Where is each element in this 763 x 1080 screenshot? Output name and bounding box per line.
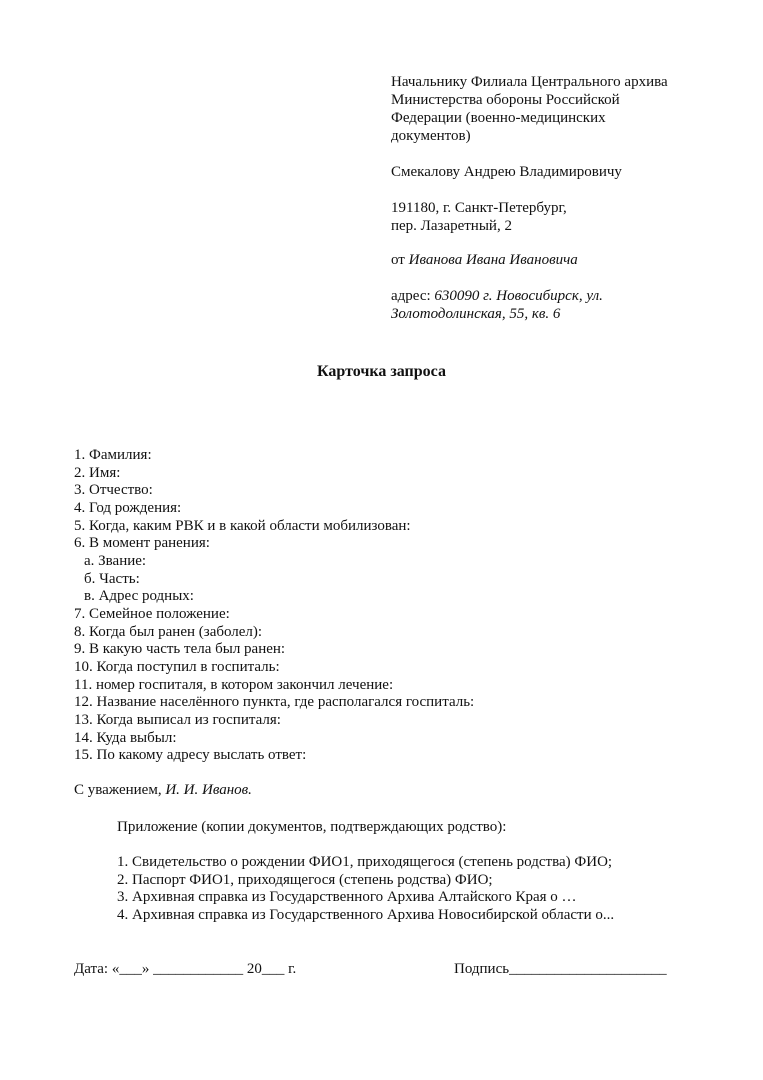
attachment-item-3: 3. Архивная справка из Государственного Архива Алтайского Края о … [117,889,577,905]
sender-address-line-1 [391,287,603,305]
closing-prefix: С уважением, [74,782,166,798]
addressee-line-2: Министерства обороны Российской [391,92,620,108]
closing-line [74,781,252,799]
addressee-address-line-2: пер. Лазаретный, 2 [391,218,512,234]
closing-signature-name: И. И. Иванов. [165,782,252,798]
field-5: 5. Когда, каким РВК и в какой области мобилизован: [74,518,411,534]
addressee-line-4: документов) [391,128,471,144]
sender-from-prefix: от [391,252,409,268]
field-4: 4. Год рождения: [74,500,182,516]
field-12: 12. Название населённого пункта, где располагался госпиталь: [74,694,475,710]
sender-from [391,251,578,269]
sender-address-line-2: Золотодолинская, 55, кв. 6 [391,306,561,322]
field-15: 15. По какому адресу выслать ответ: [74,747,307,763]
attachment-item-1: 1. Свидетельство о рождении ФИО1, приходящегося (степень родства) ФИО; [117,854,613,870]
field-6: 6. В момент ранения: [74,535,210,551]
attachment-item-4: 4. Архивная справка из Государственного Архива Новосибирской области о... [117,907,615,923]
date-line: Дата: «___» ____________ 20___ г. [74,961,297,977]
subfield-c: в. Адрес родных: [84,588,194,604]
field-14: 14. Куда выбыл: [74,730,177,746]
document-title: Карточка запроса [317,363,446,380]
field-2: 2. Имя: [74,465,121,481]
field-7: 7. Семейное положение: [74,606,230,622]
field-10: 10. Когда поступил в госпиталь: [74,659,280,675]
addressee-address-line-1: 191180, г. Санкт-Петербург, [391,200,567,216]
attachments-heading: Приложение (копии документов, подтверждающих родство): [117,819,507,835]
sender-address-value-1: 630090 г. Новосибирск, ул. [434,288,603,304]
field-9: 9. В какую часть тела был ранен: [74,641,286,657]
subfield-b: б. Часть: [84,571,140,587]
addressee-name: Смекалову Андрею Владимировичу [391,164,622,180]
addressee-line-3: Федерации (военно-медицинских [391,110,606,126]
sender-name: Иванова Ивана Ивановича [408,252,578,268]
field-3: 3. Отчество: [74,482,153,498]
field-13: 13. Когда выписал из госпиталя: [74,712,281,728]
field-1: 1. Фамилия: [74,447,152,463]
sender-address-prefix: адрес: [391,288,435,304]
subfield-a: а. Звание: [84,553,147,569]
field-8: 8. Когда был ранен (заболел): [74,624,263,640]
field-11: 11. номер госпиталя, в котором закончил лечение: [74,677,394,693]
addressee-line-1: Начальнику Филиала Центрального архива [391,74,668,90]
signature-line: Подпись_____________________ [454,961,667,977]
attachment-item-2: 2. Паспорт ФИО1, приходящегося (степень родства) ФИО; [117,872,493,888]
